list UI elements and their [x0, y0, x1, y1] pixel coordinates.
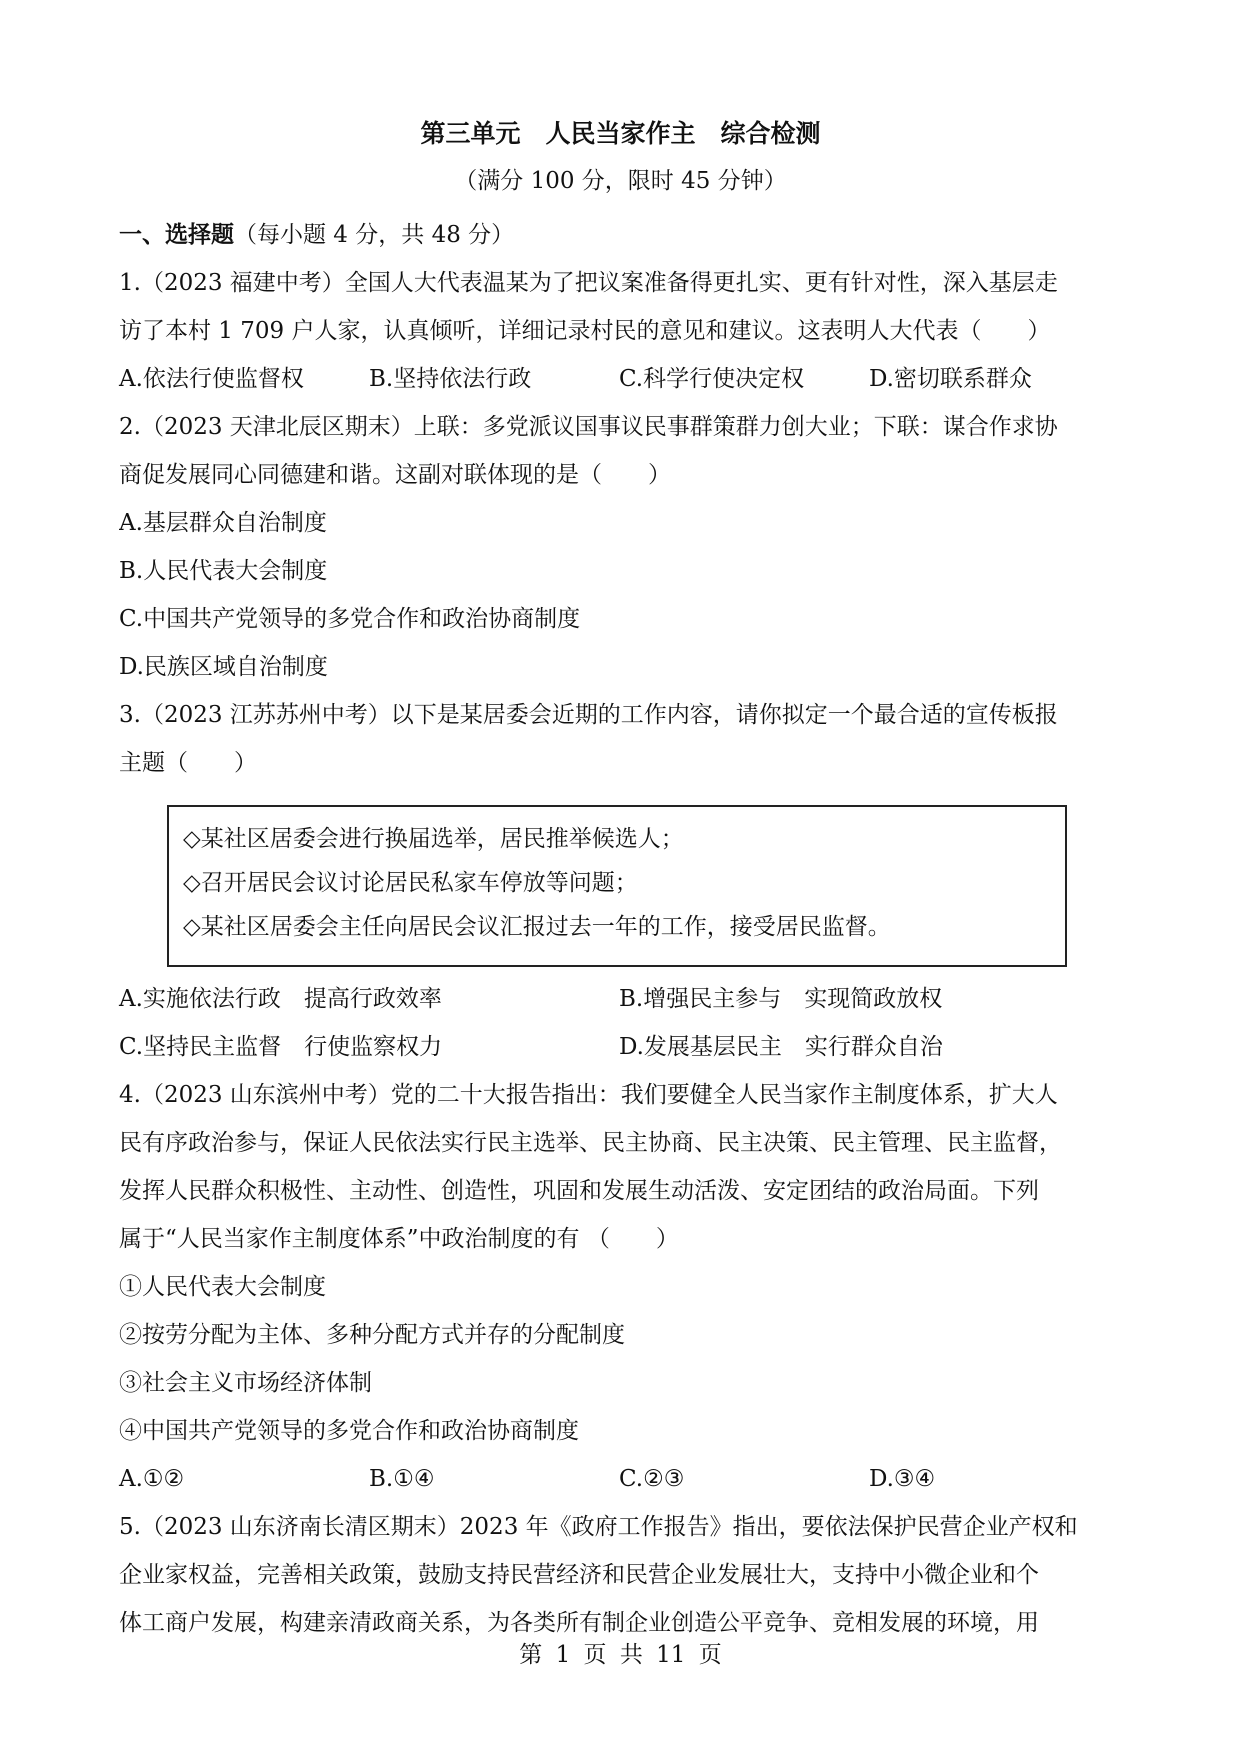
- question-text-line: 1.（2023 福建中考）全国人大代表温某为了把议案准备得更扎实、更有针对性，深入基层走: [119, 270, 1058, 296]
- option-d: D.③④: [869, 1466, 936, 1492]
- option-d: D.密切联系群众: [869, 366, 1032, 392]
- question-text-line: 体工商户发展，构建亲清政商关系，为各类所有制企业创造公平竞争、竞相发展的环境，用: [119, 1610, 1039, 1636]
- answer-options: [119, 355, 1129, 403]
- option-a: A.①②: [119, 1466, 185, 1492]
- question-text-line: 民有序政治参与，保证人民依法实行民主选举、民主协商、民主决策、民主管理、民主监督，: [119, 1130, 1062, 1156]
- question-4: [119, 1071, 1129, 1503]
- question-3: [119, 691, 1129, 1071]
- material-item: ◇某社区居委会主任向居民会议汇报过去一年的工作，接受居民监督。: [183, 914, 891, 940]
- option-d: D.发展基层民主 实行群众自治: [619, 1034, 943, 1060]
- question-text-line: 企业家权益，完善相关政策，鼓励支持民营经济和民营企业发展壮大，支持中小微企业和个: [119, 1562, 1039, 1588]
- question-text-line: 主题（ ）: [119, 750, 257, 776]
- page-title: 第三单元 人民当家作主 综合检测: [420, 119, 821, 148]
- option-c: C.坚持民主监督 行使监察权力: [119, 1034, 443, 1060]
- question-text-line: 3.（2023 江苏苏州中考）以下是某居委会近期的工作内容，请你拟定一个最合适的宣传板报: [119, 702, 1058, 728]
- option-a: A.基层群众自治制度: [119, 510, 327, 536]
- answer-options-row: [119, 1023, 1129, 1071]
- material-box: [167, 805, 1067, 967]
- answer-options: [119, 1455, 1129, 1503]
- question-text-line: 属于“人民当家作主制度体系”中政治制度的有 （ ）: [119, 1226, 679, 1252]
- option-b: B.人民代表大会制度: [119, 558, 328, 584]
- option-a: A.实施依法行政 提高行政效率: [119, 986, 442, 1012]
- page-subtitle: （满分 100 分，限时 45 分钟）: [454, 168, 787, 194]
- question-1: [119, 259, 1129, 403]
- question-5: [119, 1503, 1129, 1647]
- section-note: （每小题 4 分，共 48 分）: [234, 222, 515, 248]
- option-a: A.依法行使监督权: [119, 366, 304, 392]
- question-text-line: 访了本村 1 709 户人家，认真倾听，详细记录村民的意见和建议。这表明人大代表（ ）: [119, 318, 1051, 344]
- statement-item: ①人民代表大会制度: [119, 1274, 326, 1300]
- question-text-line: 5.（2023 山东济南长清区期末）2023 年《政府工作报告》指出，要依法保护民营企业产权和: [119, 1514, 1078, 1540]
- question-text-line: 商促发展同心同德建和谐。这副对联体现的是（ ）: [119, 462, 671, 488]
- document-content: [119, 211, 1129, 1647]
- option-c: C.科学行使决定权: [619, 366, 805, 392]
- option-d: D.民族区域自治制度: [119, 654, 328, 680]
- question-text-line: 4.（2023 山东滨州中考）党的二十大报告指出：我们要健全人民当家作主制度体系，扩大人: [119, 1082, 1058, 1108]
- answer-options-row: [119, 975, 1129, 1023]
- option-b: B.①④: [369, 1466, 435, 1492]
- option-b: B.增强民主参与 实现简政放权: [619, 986, 943, 1012]
- question-text-line: 2.（2023 天津北辰区期末）上联：多党派议国事议民事群策群力创大业；下联：谋合作求协: [119, 414, 1058, 440]
- option-b: B.坚持依法行政: [369, 366, 532, 392]
- material-item: ◇召开居民会议讨论居民私家车停放等问题；: [183, 870, 638, 896]
- statement-item: ②按劳分配为主体、多种分配方式并存的分配制度: [119, 1322, 625, 1348]
- section-title: 一、选择题: [119, 222, 234, 248]
- question-2: [119, 403, 1129, 691]
- statement-item: ③社会主义市场经济体制: [119, 1370, 372, 1396]
- option-c: C.中国共产党领导的多党合作和政治协商制度: [119, 606, 581, 632]
- statement-item: ④中国共产党领导的多党合作和政治协商制度: [119, 1418, 579, 1444]
- material-item: ◇某社区居委会进行换届选举，居民推举候选人；: [183, 826, 684, 852]
- question-text-line: 发挥人民群众积极性、主动性、创造性，巩固和发展生动活泼、安定团结的政治局面。下列: [119, 1178, 1039, 1204]
- page-number: 第 1 页 共 11 页: [519, 1642, 722, 1668]
- section-heading: [119, 211, 1129, 259]
- option-c: C.②③: [619, 1466, 685, 1492]
